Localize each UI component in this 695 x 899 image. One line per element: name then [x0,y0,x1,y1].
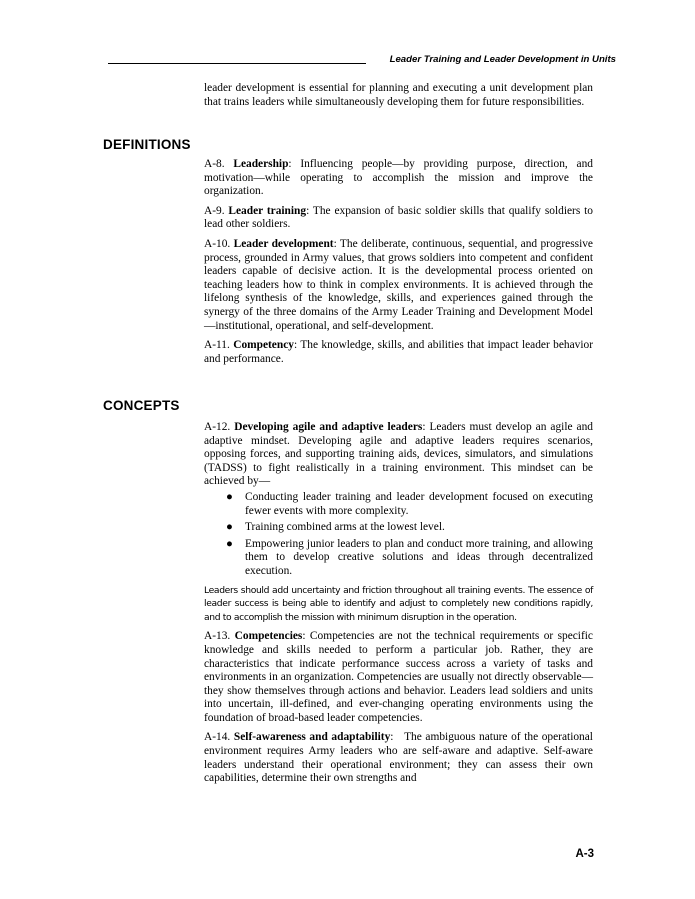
defined-term: Leader development [233,237,334,250]
paragraph-a-13: A-13. Competencies: Competencies are not the technical requirements or specific knowledge and skills needed to perform a particular job. Rather, they are characteristics that indicate performance success across a variety of tasks and environments in an organization. Competencies are usually not directly observable—they show themselves through actions and behavior. Leaders lead soldiers and units into uncertain, ill-defined, and ever-changing operating environments using the foundation of broad-based leader competencies. [204,630,593,724]
bullet-list [204,491,593,579]
paragraph-number: A-8. [204,158,225,170]
paragraph-number: A-11. [204,339,230,352]
paragraph-text: The ambiguous nature of the operational environment requires Army leaders who are self-aware and adaptive. Self-aware leaders understand their operational environment; they can assess their own capabilities, determine their own strengths and [204,731,593,785]
defined-term: Leader training [228,204,307,217]
concepts-body [204,421,593,792]
defined-term: Competency [233,339,294,352]
defined-term: Self-awareness and adaptability [233,731,391,744]
definitions-heading: DEFINITIONS [103,137,191,152]
bullet-icon: ● [226,537,233,550]
bullet-icon: ● [226,490,233,503]
paragraph-a-10: A-10. Leader development: The deliberate, continuous, sequential, and progressive process, grounded in Army values, that grows soldiers into competent and confident leaders capable of decisive action. It is the developmental process oriented on teaching leaders how to think in complex environments. It is achieved through the lifelong synthesis of the knowledge, skills, and experiences gained through the synergy of the three domains of the Army Leader Training and Development Model—institutional, operational, and self-development. [204,237,593,332]
paragraph-number: A-12. [204,421,231,433]
definition-text: The expansion of basic soldier skills that qualify soldiers to lead other soldiers. [204,204,593,231]
paragraph-a-11: A-11. Competency: The knowledge, skills, and abilities that impact leader behavior and performance. [204,339,593,365]
bullet-icon: ● [226,521,233,534]
definition-text: The deliberate, continuous, sequential, and progressive process, grounded in Army values, that grows soldiers into competent and confident leaders capable of decisive action. It is the developmental process oriented on teaching leaders how to think in complex environments. It is achieved through the lifelong synthesis of the knowledge, skills, and experiences gained through the synergy of the three domains of the Army Leader Training and Development Model—institutional, operational, and self-development. [204,237,593,332]
list-item-text: Training combined arms at the lowest level. [245,521,445,534]
paragraph-a-14: A-14. Self-awareness and adaptability: The ambiguous nature of the operational environment requires Army leaders who are self-aware and adaptive. Self-aware leaders understand their operational environment; they can assess their own capabilities, determine their own strengths and [204,731,593,785]
defined-term: Competencies [234,630,303,643]
list-item [204,521,593,535]
list-item [204,538,593,579]
definition-text: The knowledge, skills, and abilities that impact leader behavior and performance. [204,339,593,365]
paragraph-a-9: A-9. Leader training: The expansion of basic soldier skills that qualify soldiers to lead other soldiers. [204,204,593,231]
definitions-body [204,158,593,372]
paragraph-text: Leaders must develop an agile and adaptive mindset. Developing agile and adaptive leaders requires scenarios, opposing forces, and supporting training aids, devices, simulators, and simulations (TADSS) to fight realistically in a training environment. This mindset can be achieved by— [204,421,593,488]
running-header: Leader Training and Leader Development in Units [389,54,616,65]
page-number: A-3 [575,848,594,860]
list-item-text: Empowering junior leaders to plan and conduct more training, and allowing them to develop creative solutions and ideas through decentralized execution. [245,537,593,577]
defined-term: Leadership [233,158,289,170]
list-item [204,491,593,518]
paragraph-number: A-9. [204,204,225,217]
paragraph-a-12: A-12. Developing agile and adaptive leaders: Leaders must develop an agile and adaptive mindset. Developing agile and adaptive leaders requires scenarios, opposing forces, and supporting training aids, devices, simulators, and simulations (TADSS) to fight realistically in a training environment. This mindset can be achieved by— [204,421,593,488]
definition-text: Influencing people—by providing purpose, direction, and motivation—while operating to accomplish the mission and improve the organization. [204,158,593,198]
intro-paragraph: leader development is essential for planning and executing a unit development plan that trains leaders while simultaneously developing them for future responsibilities. [204,82,593,108]
paragraph-text: Competencies are not the technical requirements or specific knowledge and skills needed to perform a particular job. Rather, they are characteristics that indicate performance success across a variety of tasks and environments in an organization. Competencies are usually not directly observable—they show themselves through actions and behavior. Leaders lead soldiers and units into uncertain, ill-defined, and ever-changing operating environments using the foundation of broad-based leader competencies. [204,630,593,724]
intro-block [204,82,593,115]
paragraph-number: A-10. [204,237,231,250]
paragraph-number: A-14. [204,731,231,744]
defined-term: Developing agile and adaptive leaders [234,421,423,433]
concepts-heading: CONCEPTS [103,398,180,413]
list-item-text: Conducting leader training and leader development focused on executing fewer events with more complexity. [245,490,593,517]
paragraph-a-8: A-8. Leadership: Influencing people—by providing purpose, direction, and motivation—while operating to accomplish the mission and improve the organization. [204,158,593,198]
note-paragraph: Leaders should add uncertainty and friction throughout all training events. The essence of leader success is being able to identify and adjust to completely new conditions rapidly, and to accomplish the mission with minimum disruption in the operation. [204,584,593,623]
paragraph-number: A-13. [204,630,231,643]
header-rule [108,63,366,64]
